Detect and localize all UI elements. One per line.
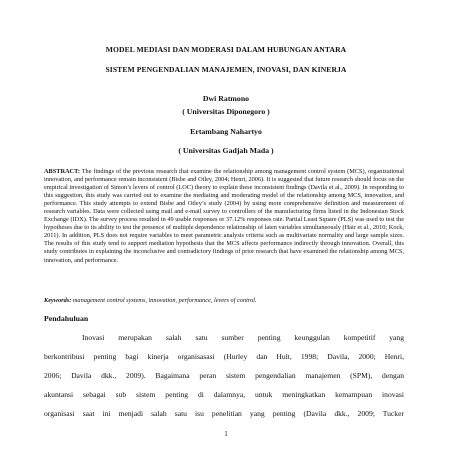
abstract-text: The findings of the previous research that examine the relationship among management control system (MCS), organizational innovation, and performance remain inconsistent (Bisbe and Otley, 2004; Henri, 2006). It is suggested that future research should focus on the empirical investigation of Simon’s levers of control (LOC) theory to explain these inconsistent findings (Davila et al., 2009). In responding to this suggestion, this study was carried out to examine the mediating and moderating model of the relationship among MCS, innovation, and performance. This study attempts to extend Bisbe and Otley’s study (2004) by using more comprehensive definition and measurement of research variables. Data were collected using mail and e-mail survey to controllers of the manufacturing firms listed in the Indonesian Stock Exchange (IDX). The survey process resulted in 49 usable responses or 37.12% responses rate. Partial Least Square (PLS) was used to test the hypotheses due to its ability to test the presence of multiple dependence relationship of laten variables simultaneously (Hair et al., 2010; Kock, 2011). In addition, PLS does not require variables to meet parametric analysis criteria such as multivariate normality and large sample sizes. The results of this study tend to support mediation hypothesis that the MCS affects performance indirectly through innovation. Overall, this study contributes in explaining the inconclusive and contradictory findings of prior research that have examined the relationship among MCS, innovation, and performance. xyxy=(44,168,404,264)
keywords xyxy=(44,297,404,305)
abstract-label: ABSTRACT: xyxy=(44,168,80,175)
paper-title-line-2: SISTEM PENGENDALIAN MANAJEMEN, INOVASI, DAN KINERJA xyxy=(105,65,347,74)
abstract xyxy=(44,168,404,265)
author-affiliation-2: ( Universitas Gadjah Mada ) xyxy=(178,146,274,155)
paper-title-line-1: MODEL MEDIASI DAN MODERASI DALAM HUBUNGAN ANTARA xyxy=(105,45,347,54)
body-line-3: 2006; Davila dkk., 2009). Bagaimana peran sistem pengendalian manajemen (SPM), dengan xyxy=(44,371,404,380)
keywords-text: management control systems, innovation, performance, levers of control. xyxy=(71,297,257,304)
body-line-1: Inovasi merupakan salah satu sumber penting keunggulan kompetitif yang xyxy=(82,333,404,342)
body-line-4: akuntansi sebagai sub sistem penting di dalamnya, untuk meningkatkan kemampuan inovasi xyxy=(44,390,404,399)
author-name-1: Dwi Ratmono xyxy=(202,94,250,103)
body-line-2: berkontribusi penting bagi kinerja organisasasi (Hurley dan Hult, 1998; Davila, 2000; Henri, xyxy=(44,352,404,361)
section-heading: Pendahuluan xyxy=(44,314,89,323)
keywords-label: Keywords: xyxy=(44,297,72,304)
page-number: 1 xyxy=(224,430,228,438)
author-affiliation-1: ( Universitas Diponegoro ) xyxy=(182,107,270,116)
author-name-2: Ertambang Nahartyo xyxy=(190,127,262,136)
body-line-5: organisasi saat ini menjadi salah satu isu penelitian yang penting (Davila dkk., 2009; Tucker xyxy=(44,409,404,418)
